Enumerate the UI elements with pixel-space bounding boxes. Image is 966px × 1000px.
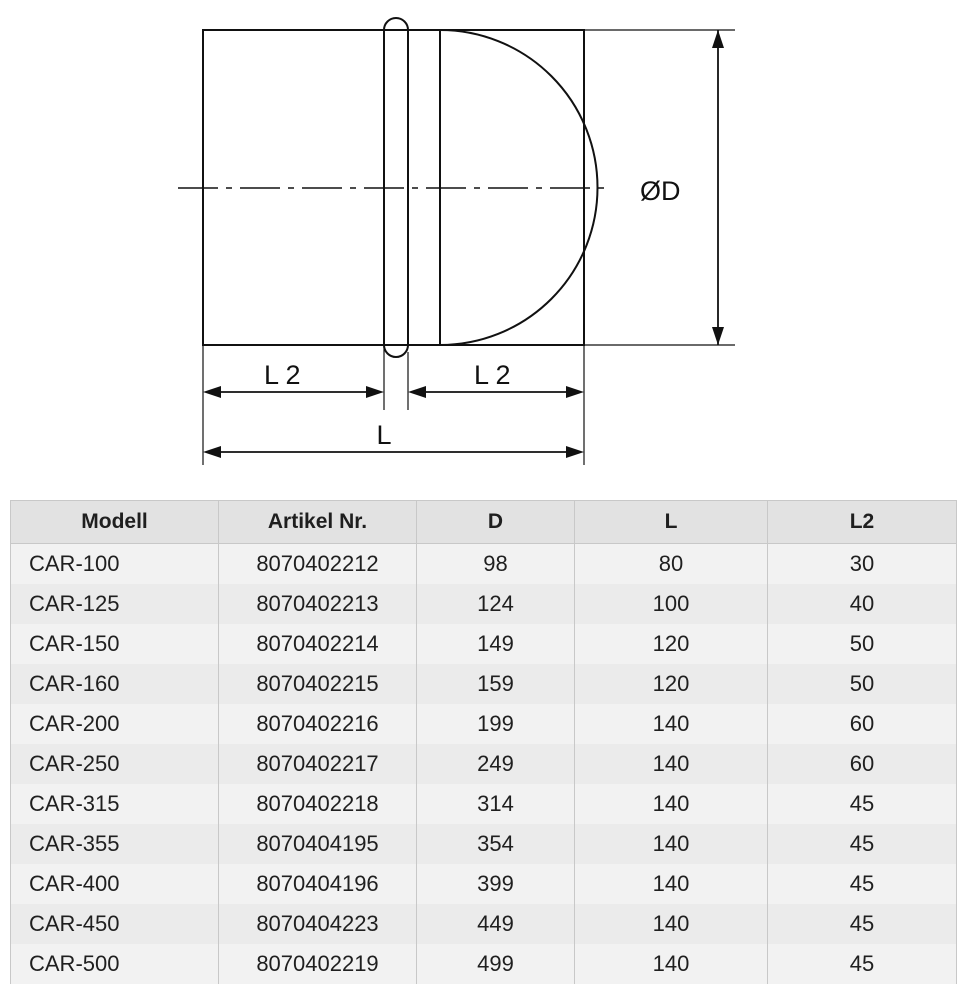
table-row xyxy=(11,744,957,784)
cell-l: 120 xyxy=(575,664,768,704)
cell-d: 124 xyxy=(417,584,575,624)
cell-artikel-nr: 8070404223 xyxy=(219,904,417,944)
cell-modell: CAR-450 xyxy=(11,904,219,944)
cell-d: 354 xyxy=(417,824,575,864)
table-row xyxy=(11,704,957,744)
l2-left-arrow-end xyxy=(366,386,384,398)
table-row xyxy=(11,664,957,704)
cell-l: 100 xyxy=(575,584,768,624)
cell-d: 149 xyxy=(417,624,575,664)
cell-l2: 60 xyxy=(768,704,957,744)
cell-l2: 45 xyxy=(768,864,957,904)
cell-artikel-nr: 8070402218 xyxy=(219,784,417,824)
cell-l2: 50 xyxy=(768,664,957,704)
l2-right-arrow-end xyxy=(566,386,584,398)
cell-modell: CAR-500 xyxy=(11,944,219,984)
l-total-arrow-end xyxy=(566,446,584,458)
cell-artikel-nr: 8070404196 xyxy=(219,864,417,904)
cell-l: 140 xyxy=(575,824,768,864)
cell-l: 80 xyxy=(575,544,768,585)
cell-modell: CAR-250 xyxy=(11,744,219,784)
table-row xyxy=(11,864,957,904)
table-header-row xyxy=(11,501,957,544)
diameter-arrow-down xyxy=(712,327,724,345)
cell-artikel-nr: 8070402216 xyxy=(219,704,417,744)
l2-left-label: L 2 xyxy=(264,360,301,390)
specification-table xyxy=(10,500,957,984)
cell-l2: 30 xyxy=(768,544,957,585)
cell-l2: 40 xyxy=(768,584,957,624)
column-header-modell: Modell xyxy=(11,501,219,544)
cell-modell: CAR-315 xyxy=(11,784,219,824)
l2-left-arrow-start xyxy=(203,386,221,398)
l2-right-label: L 2 xyxy=(474,360,511,390)
table-row xyxy=(11,624,957,664)
cell-d: 449 xyxy=(417,904,575,944)
table-body xyxy=(11,544,957,985)
l2-right-arrow-start xyxy=(408,386,426,398)
diameter-arrow-up xyxy=(712,30,724,48)
cell-d: 499 xyxy=(417,944,575,984)
cell-d: 98 xyxy=(417,544,575,585)
cell-l2: 45 xyxy=(768,824,957,864)
table-header xyxy=(11,501,957,544)
cell-d: 199 xyxy=(417,704,575,744)
diameter-label: ØD xyxy=(640,176,681,206)
cell-modell: CAR-355 xyxy=(11,824,219,864)
table-row xyxy=(11,584,957,624)
cell-artikel-nr: 8070402217 xyxy=(219,744,417,784)
cell-l: 120 xyxy=(575,624,768,664)
cell-artikel-nr: 8070402219 xyxy=(219,944,417,984)
cell-l2: 45 xyxy=(768,904,957,944)
cell-l: 140 xyxy=(575,904,768,944)
cell-l2: 45 xyxy=(768,784,957,824)
column-header-artikel-nr: Artikel Nr. xyxy=(219,501,417,544)
cell-l: 140 xyxy=(575,864,768,904)
collar-bottom-bead xyxy=(384,345,408,357)
cell-d: 249 xyxy=(417,744,575,784)
cell-modell: CAR-150 xyxy=(11,624,219,664)
specification-table-container xyxy=(10,500,956,984)
cell-artikel-nr: 8070402215 xyxy=(219,664,417,704)
column-header-d: D xyxy=(417,501,575,544)
cell-artikel-nr: 8070402213 xyxy=(219,584,417,624)
table-row xyxy=(11,544,957,585)
column-header-l2: L2 xyxy=(768,501,957,544)
cell-artikel-nr: 8070402212 xyxy=(219,544,417,585)
table-row xyxy=(11,904,957,944)
cell-modell: CAR-400 xyxy=(11,864,219,904)
cell-l2: 45 xyxy=(768,944,957,984)
cell-l: 140 xyxy=(575,784,768,824)
column-header-l: L xyxy=(575,501,768,544)
cell-artikel-nr: 8070404195 xyxy=(219,824,417,864)
cell-modell: CAR-200 xyxy=(11,704,219,744)
table-row xyxy=(11,784,957,824)
cell-d: 314 xyxy=(417,784,575,824)
table-row xyxy=(11,944,957,984)
l-total-label: L xyxy=(376,420,392,450)
cell-modell: CAR-160 xyxy=(11,664,219,704)
cell-artikel-nr: 8070402214 xyxy=(219,624,417,664)
cell-d: 399 xyxy=(417,864,575,904)
cell-l: 140 xyxy=(575,944,768,984)
cell-modell: CAR-125 xyxy=(11,584,219,624)
table-row xyxy=(11,824,957,864)
cell-l: 140 xyxy=(575,704,768,744)
collar-top-bead xyxy=(384,18,408,30)
cell-l2: 50 xyxy=(768,624,957,664)
cell-l2: 60 xyxy=(768,744,957,784)
cell-d: 159 xyxy=(417,664,575,704)
cell-modell: CAR-100 xyxy=(11,544,219,585)
l-total-arrow-start xyxy=(203,446,221,458)
cell-l: 140 xyxy=(575,744,768,784)
